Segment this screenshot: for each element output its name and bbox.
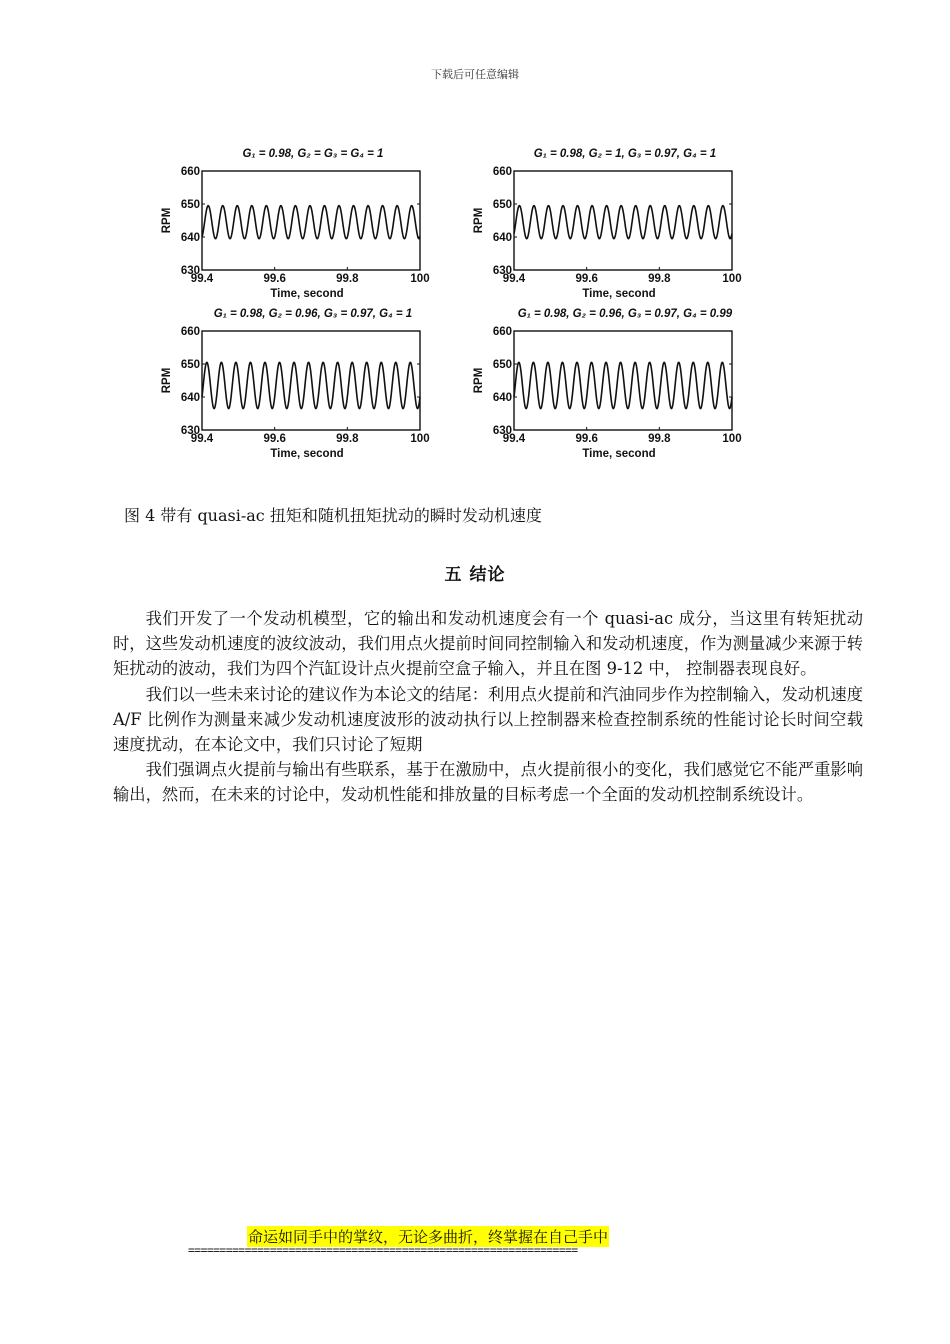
paragraph: 我们开发了一个发动机模型，它的输出和发动机速度会有一个 quasi-ac 成分，当这里有转矩扰动时，这些发动机速度的波纹波动，我们用点火提前时间同控制输入和发动机速度，作为测量减少来源于转矩扰动的波动，我们为四个汽缸设计点火提前空盒子输入，并且在图 9-12 中， 控制器表现良好。	[113, 609, 863, 679]
x-tick-label: 100	[410, 433, 430, 445]
x-tick-label: 99.6	[263, 273, 286, 285]
x-axis-label: Time, second	[582, 288, 656, 300]
chart-title: G₁ = 0.98, G₂ = 0.96, G₃ = 0.97, G₄ = 0.99	[517, 308, 733, 320]
x-tick-label: 99.4	[190, 433, 214, 445]
series-line	[202, 206, 420, 239]
chart-svg	[150, 300, 470, 465]
x-tick-label: 99.6	[575, 433, 598, 445]
y-tick-label: 630	[180, 425, 200, 437]
chart-svg	[462, 140, 782, 305]
chart-title: G₁ = 0.98, G₂ = 0.96, G₃ = 0.97, G₄ = 1	[213, 308, 413, 320]
y-axis-label: RPM	[473, 367, 485, 394]
x-axis-label: Time, second	[270, 288, 344, 300]
plot-frame	[514, 171, 732, 270]
y-tick-label: 630	[492, 425, 512, 437]
x-tick-label: 99.8	[648, 273, 671, 285]
figure-4	[150, 140, 790, 470]
footer-divider: ==============================================================	[188, 1244, 578, 1257]
page-header: 下载后可任意编辑	[431, 68, 519, 81]
y-tick-label: 660	[492, 166, 512, 178]
y-tick-label: 660	[492, 326, 512, 338]
y-tick-label: 640	[180, 232, 200, 244]
chart-title: G₁ = 0.98, G₂ = G₃ = G₄ = 1	[242, 148, 384, 160]
y-axis-label: RPM	[161, 367, 173, 394]
footer-slogan: 命运如同手中的掌纹，无论多曲折，终掌握在自己手中	[248, 1228, 609, 1246]
section-title: 五 结论	[444, 565, 506, 585]
x-axis-label: Time, second	[582, 448, 656, 460]
chart-3	[150, 300, 470, 465]
x-tick-label: 99.4	[190, 273, 214, 285]
x-tick-label: 99.6	[263, 433, 286, 445]
paragraph: 我们以一些未来讨论的建议作为本论文的结尾：利用点火提前和汽油同步作为控制输入，发动机速度 A/F 比例作为测量来减少发动机速度波形的波动执行以上控制器来检查控制系统的性能讨论长时间空载速度扰动，在本论文中，我们只讨论了短期	[113, 684, 863, 755]
y-tick-label: 650	[180, 199, 200, 211]
x-tick-label: 99.4	[502, 433, 526, 445]
y-tick-label: 630	[180, 265, 200, 277]
y-tick-label: 650	[492, 359, 512, 371]
y-tick-label: 640	[180, 392, 200, 404]
y-tick-label: 660	[180, 326, 200, 338]
chart-svg	[150, 140, 470, 305]
chart-1	[150, 140, 470, 305]
chart-2	[462, 140, 782, 305]
x-tick-label: 100	[722, 433, 742, 445]
chart-svg	[462, 300, 782, 465]
series-line	[514, 362, 732, 408]
x-tick-label: 99.8	[336, 273, 359, 285]
x-tick-label: 100	[410, 273, 430, 285]
chart-4	[462, 300, 782, 465]
x-tick-label: 100	[722, 273, 742, 285]
y-tick-label: 630	[492, 265, 512, 277]
y-tick-label: 640	[492, 392, 512, 404]
x-tick-label: 99.8	[336, 433, 359, 445]
y-axis-label: RPM	[161, 207, 173, 234]
body-text	[113, 606, 863, 808]
paragraph: 我们强调点火提前与输出有些联系，基于在激励中，点火提前很小的变化，我们感觉它不能严重影响输出，然而，在未来的讨论中，发动机性能和排放量的目标考虑一个全面的发动机控制系统设计。	[113, 760, 863, 805]
x-tick-label: 99.8	[648, 433, 671, 445]
y-tick-label: 660	[180, 166, 200, 178]
series-line	[514, 206, 732, 239]
y-tick-label: 650	[492, 199, 512, 211]
y-tick-label: 640	[492, 232, 512, 244]
series-line	[202, 362, 420, 408]
figure-caption: 图 4 带有 quasi-ac 扭矩和随机扭矩扰动的瞬时发动机速度	[124, 506, 542, 525]
y-tick-label: 650	[180, 359, 200, 371]
x-axis-label: Time, second	[270, 448, 344, 460]
y-axis-label: RPM	[473, 207, 485, 234]
x-tick-label: 99.6	[575, 273, 598, 285]
x-tick-label: 99.4	[502, 273, 526, 285]
plot-frame	[202, 171, 420, 270]
chart-title: G₁ = 0.98, G₂ = 1, G₃ = 0.97, G₄ = 1	[533, 148, 717, 160]
